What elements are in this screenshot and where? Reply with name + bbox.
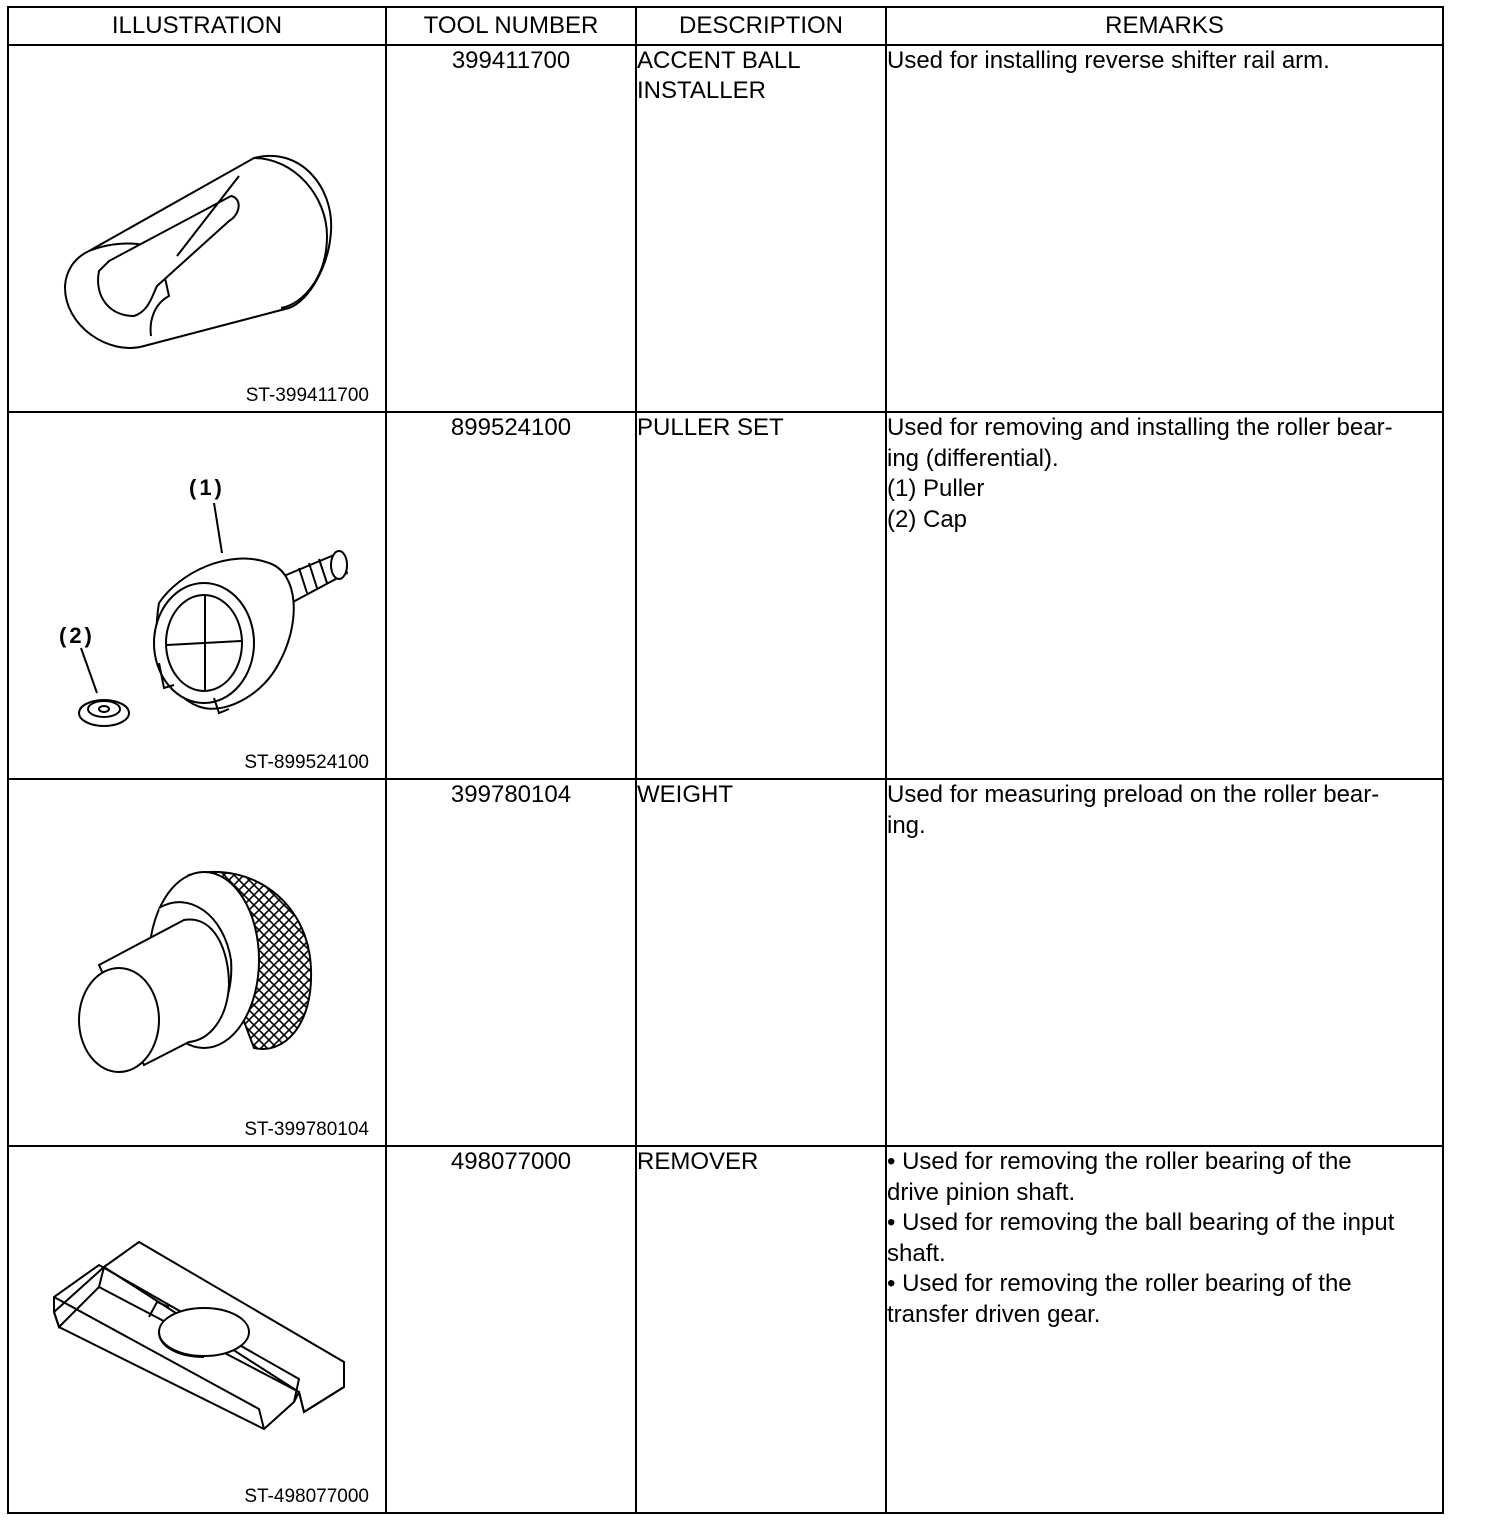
remarks-line: Used for installing reverse shifter rail arm. (887, 47, 1330, 74)
description-line: WEIGHT (637, 781, 733, 808)
puller-set-icon (9, 413, 385, 778)
description-line: ACCENT BALL (637, 47, 801, 74)
illustration-code: ST-899524100 (244, 752, 369, 773)
description-line: REMOVER (637, 1148, 759, 1175)
weight-icon (9, 780, 385, 1145)
description-line: INSTALLER (637, 77, 766, 104)
tool-number-cell: 399411700 (386, 45, 636, 412)
description-line: PULLER SET (637, 414, 784, 441)
illustration-cell (8, 1146, 386, 1513)
table-row (8, 1146, 1443, 1513)
header-remarks: REMARKS (886, 7, 1443, 45)
remarks-line: Used for removing and installing the roller bear- (887, 414, 1393, 441)
remarks-line: (1) Puller (887, 475, 985, 502)
description-cell (636, 412, 886, 779)
description-cell (636, 1146, 886, 1513)
illustration-cell (8, 779, 386, 1146)
illustration-cell (8, 412, 386, 779)
header-row (8, 7, 1443, 45)
special-tools-table (7, 6, 1444, 1514)
remarks-cell (886, 1146, 1443, 1513)
remarks-cell (886, 779, 1443, 1146)
remarks-line: transfer driven gear. (887, 1300, 1101, 1328)
remarks-line: • Used for removing the ball bearing of the input (887, 1209, 1395, 1236)
description-cell (636, 779, 886, 1146)
illustration-code: ST-399411700 (245, 385, 369, 406)
remarks-line: (2) Cap (887, 505, 968, 533)
header-description: DESCRIPTION (636, 7, 886, 45)
header-tool-number: TOOL NUMBER (386, 7, 636, 45)
header-illustration: ILLUSTRATION (8, 7, 386, 45)
tool-number-cell: 899524100 (386, 412, 636, 779)
remarks-line: Used for measuring preload on the roller bear- (887, 781, 1380, 808)
remarks-line: • Used for removing the roller bearing of the (887, 1270, 1352, 1297)
remarks-line: drive pinion shaft. (887, 1178, 1076, 1206)
illustration-code: ST-498077000 (244, 1486, 369, 1507)
remarks-cell (886, 412, 1443, 779)
remarks-line: ing. (887, 811, 926, 839)
accent-ball-installer-icon (9, 46, 385, 411)
illustration-code: ST-399780104 (244, 1119, 369, 1140)
remarks-line: ing (differential). (887, 444, 1059, 472)
table-row (8, 779, 1443, 1146)
remarks-line: • Used for removing the roller bearing of the (887, 1148, 1352, 1175)
table-row (8, 45, 1443, 412)
table-row (8, 412, 1443, 779)
tool-number-cell: 498077000 (386, 1146, 636, 1513)
tool-number-cell: 399780104 (386, 779, 636, 1146)
remover-icon (9, 1147, 385, 1512)
remarks-cell (886, 45, 1443, 412)
part-label-puller: (1) (189, 475, 225, 500)
description-cell (636, 45, 886, 412)
illustration-cell (8, 45, 386, 412)
part-label-cap: (2) (59, 623, 95, 648)
remarks-line: shaft. (887, 1239, 946, 1267)
